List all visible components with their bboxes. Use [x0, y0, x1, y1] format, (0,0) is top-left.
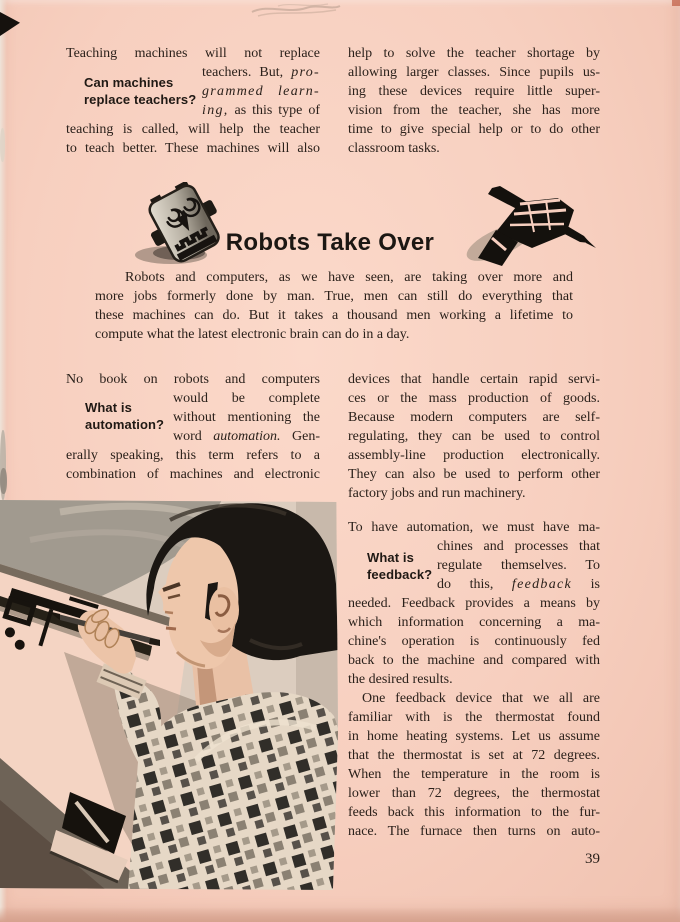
text-line: combination of machines and electronic	[66, 467, 320, 482]
text-line: classroom tasks.	[348, 141, 440, 156]
text-segment: Gen-	[280, 429, 320, 444]
text-line: that the thermostat is set at 72 degrees.	[348, 748, 600, 763]
robotic-hand-pen-illustration	[462, 180, 599, 266]
margin-question-line: feedback?	[367, 567, 433, 582]
page-edge-mark	[672, 0, 680, 6]
margin-question-line: What is	[85, 400, 132, 415]
text-line	[173, 427, 320, 446]
text-line: One feedback device that we all are	[362, 691, 600, 706]
text-line: to teach better. These machines will also	[66, 141, 320, 156]
italic-term: ing,	[202, 103, 229, 118]
paragraph-feedback	[348, 518, 600, 689]
page-edge-mark	[0, 128, 5, 162]
text-line: assembly-line production electronically.	[348, 448, 600, 463]
text-line: back to the machine and compared with	[348, 653, 600, 668]
text-line: factory jobs and run machinery.	[348, 486, 526, 501]
text-segment: do this,	[437, 577, 512, 592]
text-line: erally speaking, this term refers to a	[66, 448, 320, 463]
margin-question-line: automation?	[85, 417, 165, 432]
text-line: No book on robots and computers	[66, 372, 320, 387]
text-line: ing these devices require little super-	[348, 84, 600, 99]
section-heading: Robots Take Over	[225, 229, 435, 256]
page-edge-mark	[0, 468, 7, 494]
text-line: chines and processes that	[437, 539, 600, 554]
text-segment: is	[572, 577, 600, 592]
text-line: nace. The furnace then turns on auto-	[348, 824, 600, 839]
corner-ink-mark	[0, 12, 20, 36]
margin-question-line: replace teachers?	[84, 92, 197, 107]
text-segment: word	[173, 429, 214, 444]
text-line: the desired results.	[348, 672, 453, 687]
text-line: lower than 72 degrees, the thermostat	[348, 786, 600, 801]
italic-term: feedback	[511, 577, 573, 592]
text-segment: as this type of	[228, 103, 320, 118]
text-line: regulating, they can be used to control	[348, 429, 600, 444]
man-drafting-illustration	[0, 500, 338, 890]
text-line	[437, 575, 600, 594]
text-line: vision from the teacher, she has more	[348, 103, 600, 118]
text-segment: teachers. But,	[202, 65, 292, 80]
text-line: time to give special help or to do other	[348, 122, 600, 137]
text-line: needed. Feedback provides a means by	[348, 596, 600, 611]
text-line: which information concerning a ma-	[348, 615, 600, 630]
margin-question-line: What is	[367, 550, 414, 565]
paragraph-thermostat	[348, 689, 600, 841]
italic-term: pro-	[291, 65, 320, 80]
margin-question-line: Can machines	[84, 75, 174, 90]
page-bottom-shadow	[0, 907, 680, 922]
text-line: these machines can do. But it takes a thousand men working a lifetime to	[95, 308, 573, 323]
text-line: They can also be used to perform other	[348, 467, 600, 482]
italic-term: automation.	[213, 429, 281, 444]
margin-question-teachers	[84, 74, 196, 108]
paragraph-teacher-shortage	[348, 44, 600, 158]
paragraph-devices	[348, 370, 600, 503]
pencil-smudge	[248, 0, 343, 20]
text-line: ces or the mass production of goods.	[348, 391, 600, 406]
text-line	[202, 101, 320, 120]
text-line: regulate themselves. To	[437, 558, 600, 573]
text-line: familiar with is the thermostat found	[348, 710, 600, 725]
paragraph-robots-intro	[95, 268, 573, 344]
text-line: in home heating systems. Let us assume	[348, 729, 600, 744]
text-line: compute what the latest electronic brain can do in a day.	[95, 327, 410, 342]
text-line: Robots and computers, as we have seen, are taking over more and	[125, 270, 573, 285]
text-line: To have automation, we must have ma-	[348, 520, 600, 535]
margin-question-automation	[85, 399, 164, 433]
text-line: chine's operation is continuously fed	[348, 634, 600, 649]
text-line: When the temperature in the room is	[348, 767, 600, 782]
text-line: without mentioning the	[173, 410, 320, 425]
page-number: 39	[585, 851, 600, 867]
text-line: more jobs formerly done by man. True, men can still do everything that	[95, 289, 573, 304]
text-line: help to solve the teacher shortage by	[348, 46, 600, 61]
text-line: would be complete	[173, 391, 320, 406]
text-line: feeds back this information to the fur-	[348, 805, 600, 820]
margin-question-feedback	[367, 549, 432, 583]
text-line: allowing larger classes. Since pupils us-	[348, 65, 600, 80]
text-line: Teaching machines will not replace	[66, 46, 320, 61]
text-line: Because modern computers are self-	[348, 410, 600, 425]
text-line: devices that handle certain rapid servi-	[348, 372, 600, 387]
text-line	[202, 63, 320, 82]
italic-term: grammed learn-	[202, 84, 320, 99]
text-line: teaching is called, will help the teacher	[66, 122, 320, 137]
